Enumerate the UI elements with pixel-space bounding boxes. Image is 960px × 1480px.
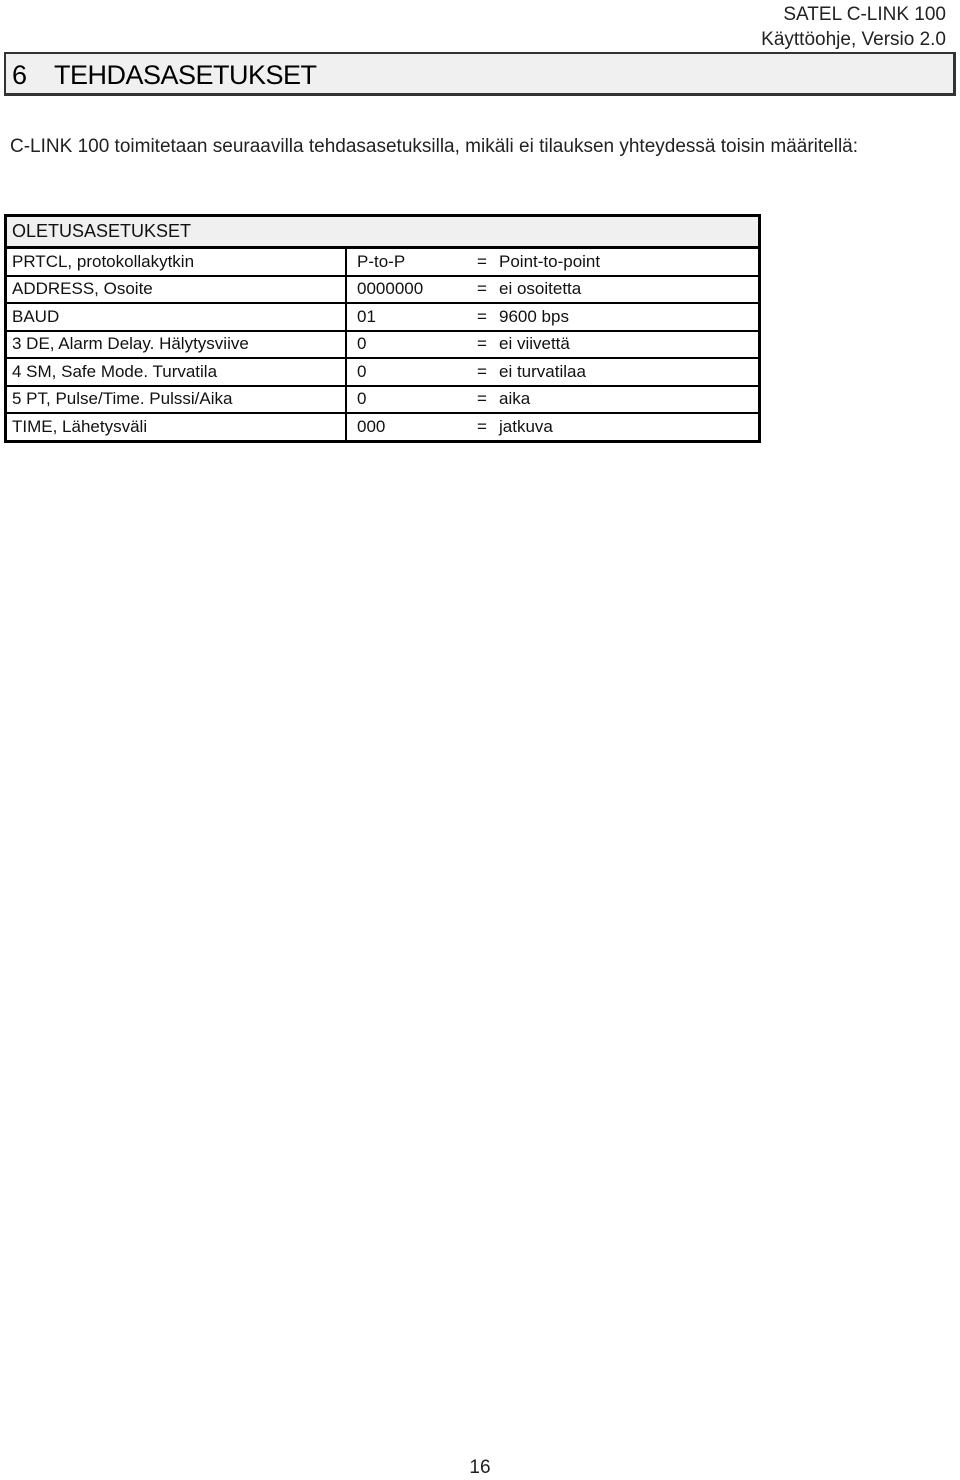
- setting-value: 0: [357, 389, 367, 409]
- setting-meaning: jatkuva: [499, 416, 553, 436]
- setting-value: 01: [357, 306, 376, 326]
- equals-sign: =: [477, 361, 487, 381]
- table-heading: OLETUSASETUKSET: [7, 217, 758, 249]
- setting-name: BAUD: [7, 304, 347, 330]
- table-row: [7, 387, 758, 415]
- equals-sign: =: [477, 306, 487, 326]
- table-row: [7, 277, 758, 305]
- setting-name: 4 SM, Safe Mode. Turvatila: [7, 359, 347, 385]
- intro-paragraph: C-LINK 100 toimitetaan seuraavilla tehdasasetuksilla, mikäli ei tilauksen yhteydessä toisin määritellä:: [10, 136, 859, 157]
- page-number: 16: [469, 1457, 491, 1478]
- setting-meaning: Point-to-point: [499, 251, 601, 271]
- chapter-heading-bar: [4, 52, 956, 96]
- setting-name: 3 DE, Alarm Delay. Hälytysviive: [7, 332, 347, 358]
- product-name: SATEL C-LINK 100: [783, 4, 946, 25]
- table-row: [7, 249, 758, 277]
- setting-value: 000: [357, 416, 386, 436]
- setting-meaning: ei osoitetta: [499, 279, 582, 299]
- equals-sign: =: [477, 334, 487, 354]
- setting-value: P-to-P: [357, 251, 406, 271]
- equals-sign: =: [477, 416, 487, 436]
- default-settings-table: [4, 214, 761, 443]
- equals-sign: =: [477, 279, 487, 299]
- setting-meaning: 9600 bps: [499, 306, 569, 326]
- equals-sign: =: [477, 251, 487, 271]
- table-row: [7, 332, 758, 360]
- setting-meaning: ei turvatilaa: [499, 361, 586, 381]
- table-row: [7, 414, 758, 440]
- chapter-number: 6: [12, 60, 27, 90]
- setting-meaning: aika: [499, 389, 531, 409]
- setting-value: 0: [357, 361, 367, 381]
- table-row: [7, 304, 758, 332]
- document-header: [761, 2, 946, 52]
- setting-meaning: ei viivettä: [499, 334, 570, 354]
- chapter-title-text: TEHDASASETUKSET: [54, 60, 317, 90]
- manual-version: Käyttöohje, Versio 2.0: [761, 29, 946, 50]
- setting-name: PRTCL, protokollakytkin: [7, 249, 347, 275]
- table-row: [7, 359, 758, 387]
- setting-value: 0: [357, 334, 367, 354]
- setting-name: 5 PT, Pulse/Time. Pulssi/Aika: [7, 387, 347, 413]
- setting-name: TIME, Lähetysväli: [7, 414, 347, 440]
- equals-sign: =: [477, 389, 487, 409]
- setting-name: ADDRESS, Osoite: [7, 277, 347, 303]
- setting-value: 0000000: [357, 279, 424, 299]
- chapter-title: [12, 58, 317, 92]
